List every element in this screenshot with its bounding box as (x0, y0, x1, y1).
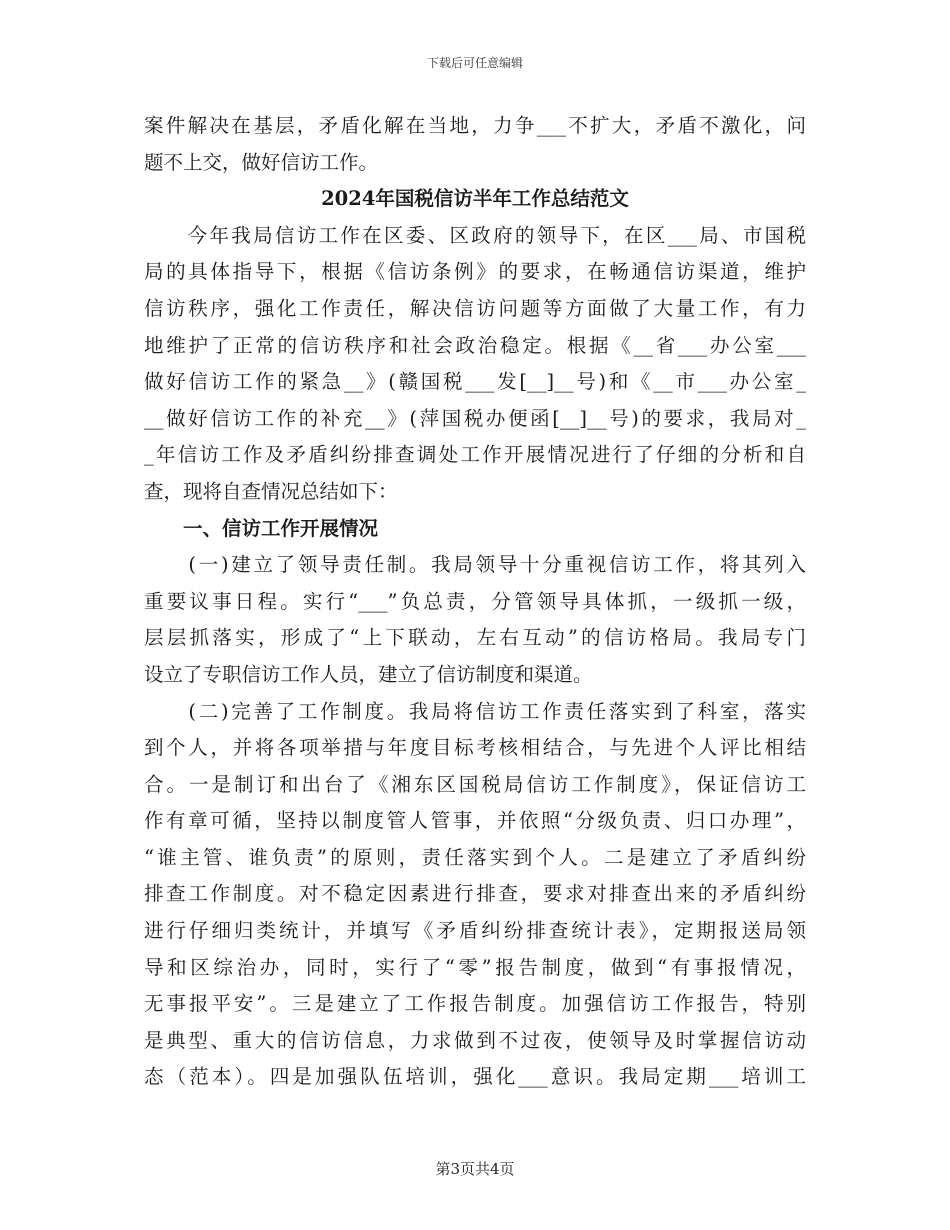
paragraph-line: 查，现将自查情况总结如下： (144, 479, 398, 503)
paragraph-line: “谁主管、谁负责”的原则，责任落实到个人。二是建立了矛盾纠纷 (144, 845, 806, 869)
document-body (144, 108, 806, 1096)
paragraph-line: 题不上交，做好信访工作。 (144, 150, 379, 174)
paragraph-line: (一)建立了领导责任制。我局领导十分重视信访工作，将其列入 (144, 553, 806, 577)
paragraph-line: 排查工作制度。对不稳定因素进行排查，要求对排查出来的矛盾纠纷 (144, 882, 806, 906)
paragraph-line: 作有章可循，坚持以制度管人管事，并依照“分级负责、归口办理”， (144, 809, 806, 833)
paragraph-line: 重要议事日程。实行“___”负总责，分管领导具体抓，一级抓一级， (144, 589, 806, 613)
paragraph-line: 到个人，并将各项举措与年度目标考核相结合，与先进个人评比相结 (144, 736, 806, 760)
paragraph-line: 导和区综治办，同时，实行了“零”报告制度，做到“有事报情况， (144, 955, 806, 979)
paragraph-line: 无事报平安”。三是建立了工作报告制度。加强信访工作报告，特别 (144, 992, 806, 1016)
header-note: 下载后可任意编辑 (426, 56, 523, 70)
paragraph-line: 局的具体指导下，根据《信访条例》的要求，在畅通信访渠道，维护 (144, 260, 806, 284)
section-heading: 一、信访工作开展情况 (144, 516, 379, 540)
paragraph-line: 态（范本）。四是加强队伍培训，强化___意识。我局定期___培训工 (144, 1065, 806, 1089)
paragraph-line: 今年我局信访工作在区委、区政府的领导下，在区___局、市国税 (144, 223, 806, 247)
paragraph-line: 层层抓落实，形成了“上下联动，左右互动”的信访格局。我局专门 (144, 626, 806, 650)
paragraph-line: 合。一是制订和出台了《湘东区国税局信访工作制度》，保证信访工 (144, 772, 806, 796)
paragraph-line: _年信访工作及矛盾纠纷排查调处工作开展情况进行了仔细的分析和自 (144, 443, 806, 467)
paragraph-line: 案件解决在基层，矛盾化解在当地，力争___不扩大，矛盾不激化，问 (144, 114, 806, 137)
paragraph-line: 地维护了正常的信访秩序和社会政治稳定。根据《__省___办公室___ (144, 333, 806, 357)
paragraph-line: 进行仔细归类统计，并填写《矛盾纠纷排查统计表》，定期报送局领 (144, 919, 806, 943)
paragraph-line: 设立了专职信访工作人员，建立了信访制度和渠道。 (144, 662, 593, 686)
paragraph-line: 信访秩序，强化工作责任，解决信访问题等方面做了大量工作，有力 (144, 296, 806, 320)
paragraph-line: (二)完善了工作制度。我局将信访工作责任落实到了科室，落实 (144, 699, 806, 723)
paragraph-line: 做好信访工作的紧急__》(赣国税___发[__]__号)和《__市___办公室_ (144, 370, 806, 394)
page-number: 第3页共4页 (435, 1160, 515, 1178)
paragraph-line: 是典型、重大的信访信息，力求做到不过夜，使领导及时掌握信访动 (144, 1028, 806, 1052)
paragraph-line: __做好信访工作的补充__》(萍国税办便函[__]__号)的要求，我局对_ (144, 406, 806, 430)
document-title: 2024年国税信访半年工作总结范文 (321, 187, 629, 211)
